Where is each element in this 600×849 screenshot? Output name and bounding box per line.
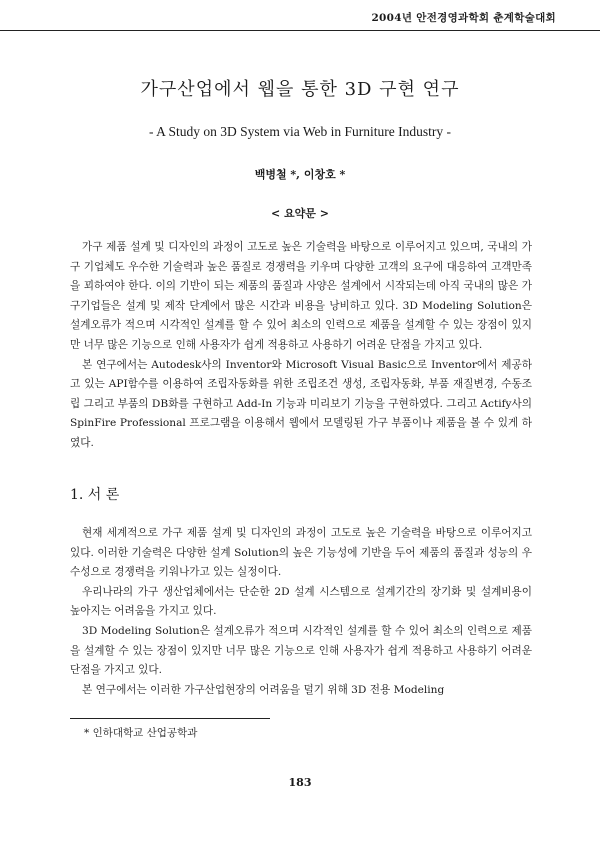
abstract-heading: < 요약문 > bbox=[271, 207, 329, 220]
intro-paragraph: 현재 세계적으로 가구 제품 설계 및 디자인의 과정이 고도로 높은 기술력을 바탕으로 이루어지고 있다. 이러한 기술력은 다양한 설계 Solution의 높은 기능성에 기반을 두어 제품의 품질과 성능의 우수성으로 경쟁력을 키워나가고 있는 실정이다. bbox=[70, 527, 532, 579]
abstract-body bbox=[70, 238, 532, 454]
authors: 백병철 *, 이창호 * bbox=[254, 168, 346, 181]
paper-subtitle: - A Study on 3D System via Web in Furniture Industry - bbox=[148, 124, 452, 139]
footnote-affiliation: * 인하대학교 산업공학과 bbox=[84, 727, 198, 739]
header-rule bbox=[0, 30, 600, 31]
page-number: 183 bbox=[288, 776, 312, 789]
introduction-body bbox=[70, 524, 532, 700]
intro-paragraph: 3D Modeling Solution은 설계오류가 적으며 시각적인 설계를 할 수 있어 최소의 인력으로 제품을 설계할 수 있는 장점이 있지만 너무 많은 기능으로 인해 사용자가 쉽게 적용하고 사용하기 어려운 단점을 가지고 있다. bbox=[70, 624, 532, 677]
abstract-paragraph: 본 연구에서는 Autodesk사의 Inventor와 Microsoft Visual Basic으로 Inventor에서 제공하고 있는 API함수를 이용하여 조립자동화를 위한 조립조건 생성, 조립자동화, 부품 재질변경, 수동조립 그리고 부품의 DB화를 구현하고 Add-In 기능과 미리보기 기능을 구현하였다. 그리고 Actify사의 SpinFire Professional 프로그램을 이용해서 웹에서 모델링된 가구 부품이나 제품을 볼 수 있게 하였다. bbox=[70, 358, 532, 449]
footnote-rule bbox=[70, 718, 270, 719]
section-heading-introduction: 1. 서 론 bbox=[70, 487, 120, 503]
intro-paragraph: 우리나라의 가구 생산업체에서는 단순한 2D 설계 시스템으로 설계기간의 장기화 및 설계비용이 높아지는 어려움을 가지고 있다. bbox=[70, 585, 532, 618]
intro-paragraph: 본 연구에서는 이러한 가구산업현장의 어려움을 덜기 위해 3D 전용 Modeling bbox=[82, 683, 445, 696]
abstract-paragraph: 가구 제품 설계 및 디자인의 과정이 고도로 높은 기술력을 바탕으로 이루어지고 있으며, 국내의 가구 기업체도 우수한 기술력과 높은 품질로 경쟁력을 키우며 다양한 고객의 요구에 대응하여 고객만족을 꾀하여야 한다. 이의 기반이 되는 제품의 품질과 사양은 설계에서 시작되는데 아직 국내의 많은 가구기업들은 설계 및 제작 단계에서 많은 시간과 비용을 낭비하고 있다. 3D Modeling Solution은 설계오류가 적으며 시각적인 설계를 할 수 있어 최소의 인력으로 제품을 설계할 수 있는 장점이 있지만 너무 많은 기능으로 인해 사용자가 쉽게 적용하고 사용하기 어려운 단점을 가지고 있다. bbox=[70, 241, 532, 351]
paper-title: 가구산업에서 웹을 통한 3D 구현 연구 bbox=[140, 79, 460, 100]
running-header: 2004년 안전경영과학회 춘계학술대회 bbox=[371, 12, 556, 24]
